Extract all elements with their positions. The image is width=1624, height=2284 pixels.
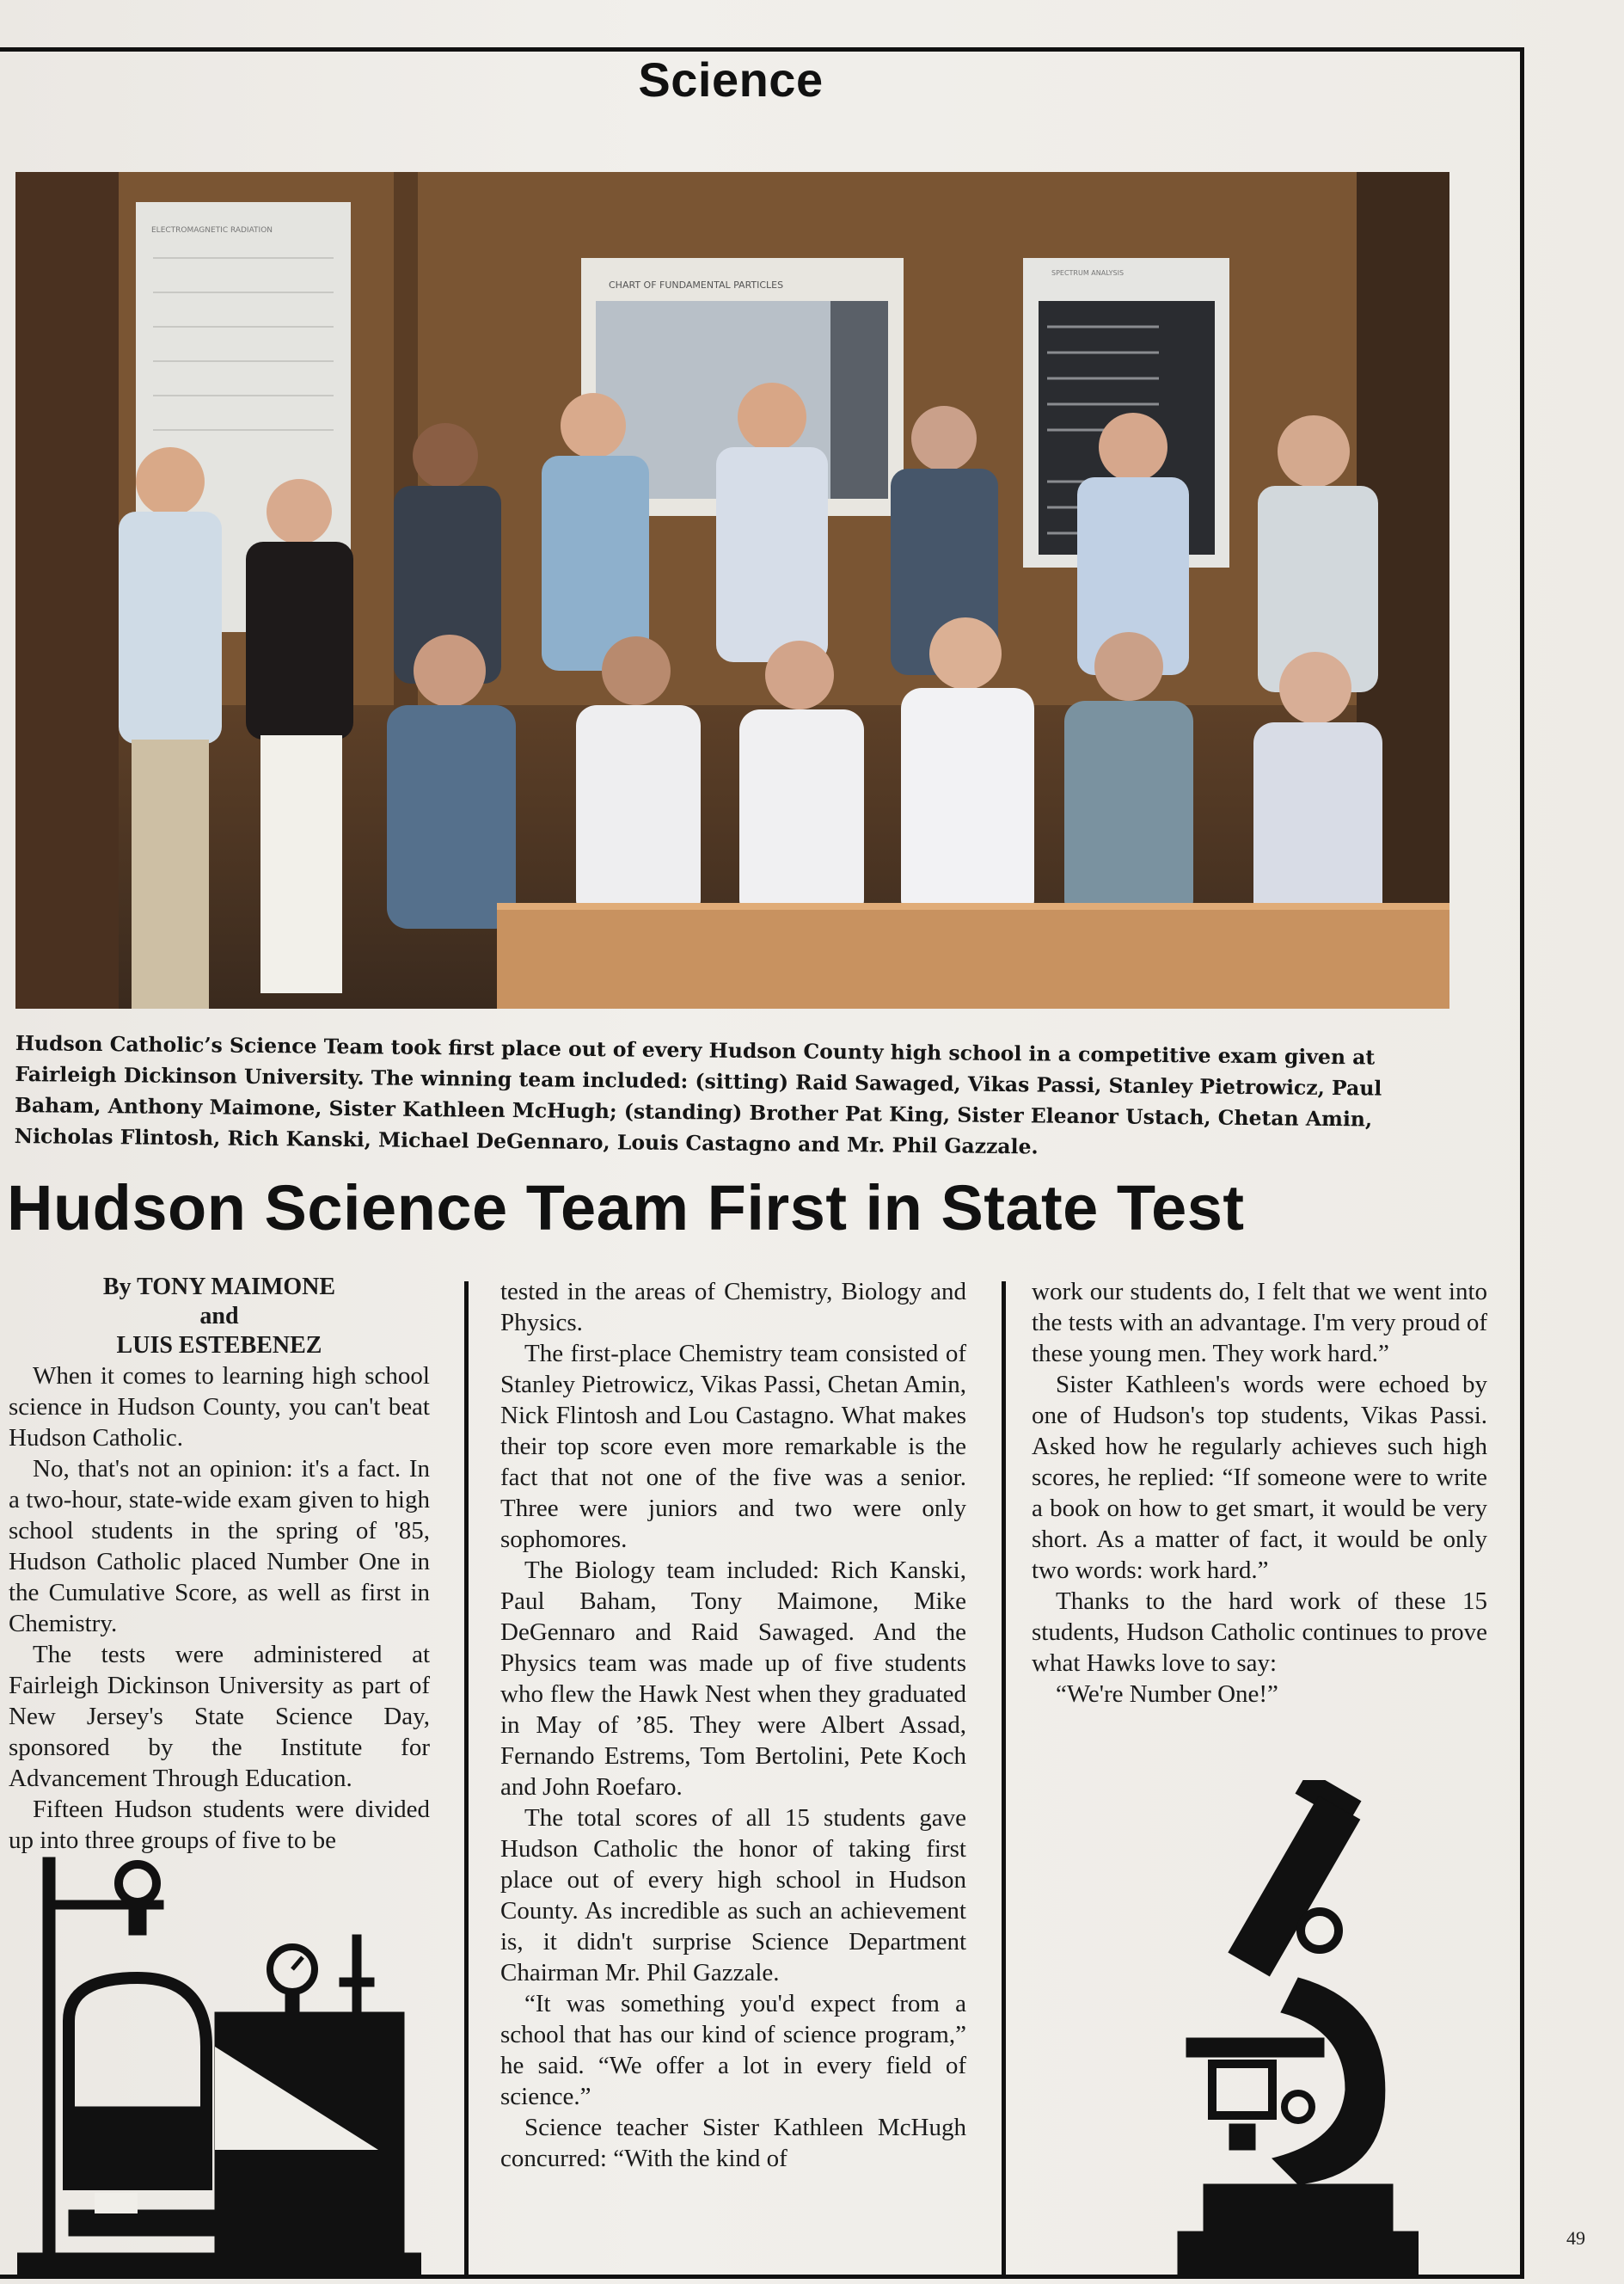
- paragraph: “We're Number One!”: [1056, 1680, 1278, 1708]
- paragraph: The Biology team included: Rich Kanski, Paul Baham, Tony Maimone, Mike DeGennaro and Raid Sawaged. And the Physics team was made up of five students who flew the Hawk Nest when they graduated in May of ’85. They were Albert Assad, Fernando Estrems, Tom Bertolini, Pete Koch and John Roefaro.: [500, 1556, 966, 1801]
- lab-apparatus-icon: [17, 1849, 421, 2275]
- column-divider: [464, 1281, 469, 2275]
- team-photo: [15, 172, 1449, 1009]
- paragraph: Thanks to the hard work of these 15 students, Hudson Catholic continues to prove what Hawks love to say:: [1032, 1587, 1487, 1677]
- paragraph: The total scores of all 15 students gave Hudson Catholic the honor of taking first place out of every high school in Hudson County. As incredible as such an achievement is, it didn't surprise Science Department Chairman Mr. Phil Gazzale.: [500, 1804, 966, 1986]
- microscope-icon: [1169, 1780, 1419, 2275]
- paragraph: No, that's not an opinion: it's a fact. In a two-hour, state-wide exam given to high school students in the spring of '85, Hudson Catholic placed Number One in the Cumulative Score, as well as first in Chemistry.: [9, 1455, 430, 1637]
- paragraph: The tests were administered at Fairleigh Dickinson University as part of New Jersey's State Science Day, sponsored by the Institute for Advancement Through Education.: [9, 1641, 430, 1792]
- paragraph: Sister Kathleen's words were echoed by one of Hudson's top students, Vikas Passi. Asked how he regularly achieves such high scores, he replied: “If someone were to write a book on how to get smart, it would be very short. As a matter of fact, it would be only two words: work hard.”: [1032, 1371, 1487, 1584]
- column-divider: [1002, 1281, 1006, 2275]
- paragraph: work our students do, I felt that we went into the tests with an advantage. I'm very proud of these young men. They work hard.”: [1032, 1278, 1487, 1367]
- paragraph: When it comes to learning high school science in Hudson County, you can't beat Hudson Catholic.: [9, 1362, 430, 1452]
- byline-line-1: By TONY MAIMONE: [102, 1274, 336, 1300]
- paragraph: The first-place Chemistry team consisted of Stanley Pietrowicz, Vikas Passi, Chetan Amin, Nick Flintosh and Lou Castagno. What makes their top score even more remarkable is the fact that not one of the five was a senior. Three were juniors and two were only sophomores.: [500, 1340, 966, 1553]
- byline-line-2: and: [199, 1303, 239, 1329]
- section-title: Science: [638, 52, 824, 107]
- page-number: 49: [1566, 2227, 1585, 2249]
- byline-line-3: LUIS ESTEBENEZ: [116, 1332, 322, 1359]
- article-column-1: [9, 1273, 430, 1856]
- paragraph: Fifteen Hudson students were divided up into three groups of five to be: [9, 1796, 430, 1854]
- paragraph: tested in the areas of Chemistry, Biology and Physics.: [500, 1278, 966, 1336]
- byline: [9, 1273, 430, 1360]
- article-column-2: [500, 1276, 966, 2174]
- team-photo-illustration: [15, 172, 1449, 1009]
- article-headline: Hudson Science Team First in State Test: [7, 1172, 1245, 1243]
- paragraph: “It was something you'd expect from a school that has our kind of science program,” he said. “We offer a lot in every field of science.”: [500, 1990, 966, 2110]
- article-column-3: [1032, 1276, 1487, 1710]
- poster-left-title: ELECTROMAGNETIC RADIATION: [151, 226, 273, 235]
- paragraph: Science teacher Sister Kathleen McHugh concurred: “With the kind of: [500, 2114, 966, 2172]
- photo-caption: Hudson Catholic’s Science Team took first place out of every Hudson County high school in a competitive exam given at Fairleigh Dickinson University. The winning team included: (sitting) Raid Sawaged, Vikas Passi, Stanley Pietrowicz, Paul Baham, Anthony Maimone, Sister Kathleen McHugh; (standing) Brother Pat King, Sister Eleanor Ustach, Chetan Amin, Nicholas Flintosh, Rich Kanski, Michael DeGennaro, Louis Castagno and Mr. Phil Gazzale.: [14, 1030, 1382, 1159]
- poster-right-title: SPECTRUM ANALYSIS: [1051, 269, 1125, 277]
- poster-center-title: CHART OF FUNDAMENTAL PARTICLES: [609, 279, 784, 291]
